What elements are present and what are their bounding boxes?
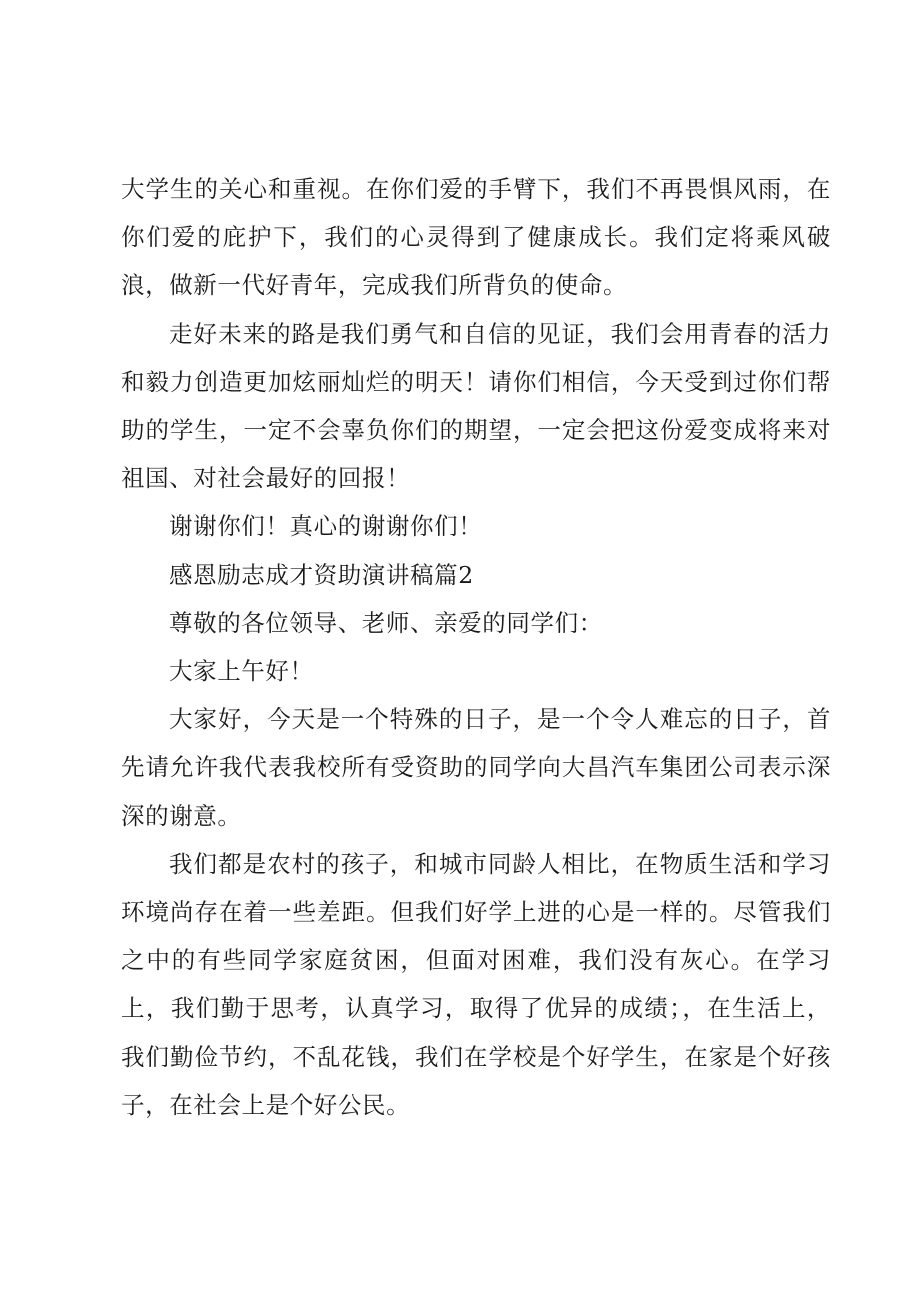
- paragraph-thanks: 谢谢你们！真心的谢谢你们！: [169, 512, 483, 541]
- paragraph-rural-students: 我们都是农村的孩子，和城市同龄人相比，在物质生活和学习环境尚存在着一些差距。但我们好学上进的心是一样的。尽管我们之中的有些同学家庭贫困，但面对困难，我们没有灰心。在学习上，我们勤于思考，认真学习，取得了优异的成绩；，在生活上，我们勤俭节约，不乱花钱，我们在学校是个好学生，在家是个好孩子，在社会上是个好公民。: [121, 849, 831, 1119]
- paragraph-opening: 大家好，今天是一个特殊的日子，是一个令人难忘的日子，首先请允许我代表我校所有受资助的同学向大昌汽车集团公司表示深深的谢意。: [121, 705, 831, 830]
- section-heading: 感恩励志成才资助演讲稿篇2: [169, 560, 474, 589]
- paragraph-continuation: 大学生的关心和重视。在你们爱的手臂下，我们不再畏惧风雨，在你们爱的庇护下，我们的心灵得到了健康成长。我们定将乘风破浪，做新一代好青年，完成我们所背负的使命。: [121, 175, 831, 300]
- salutation: 尊敬的各位领导、老师、亲爱的同学们：: [169, 608, 603, 637]
- greeting: 大家上午好！: [169, 657, 314, 686]
- document-body: [121, 165, 831, 1129]
- paragraph-future-path: 走好未来的路是我们勇气和自信的见证，我们会用青春的活力和毅力创造更加炫丽灿烂的明天！请你们相信，今天受到过你们帮助的学生，一定不会辜负你们的期望，一定会把这份爱变成将来对祖国、对社会最好的回报！: [121, 319, 831, 493]
